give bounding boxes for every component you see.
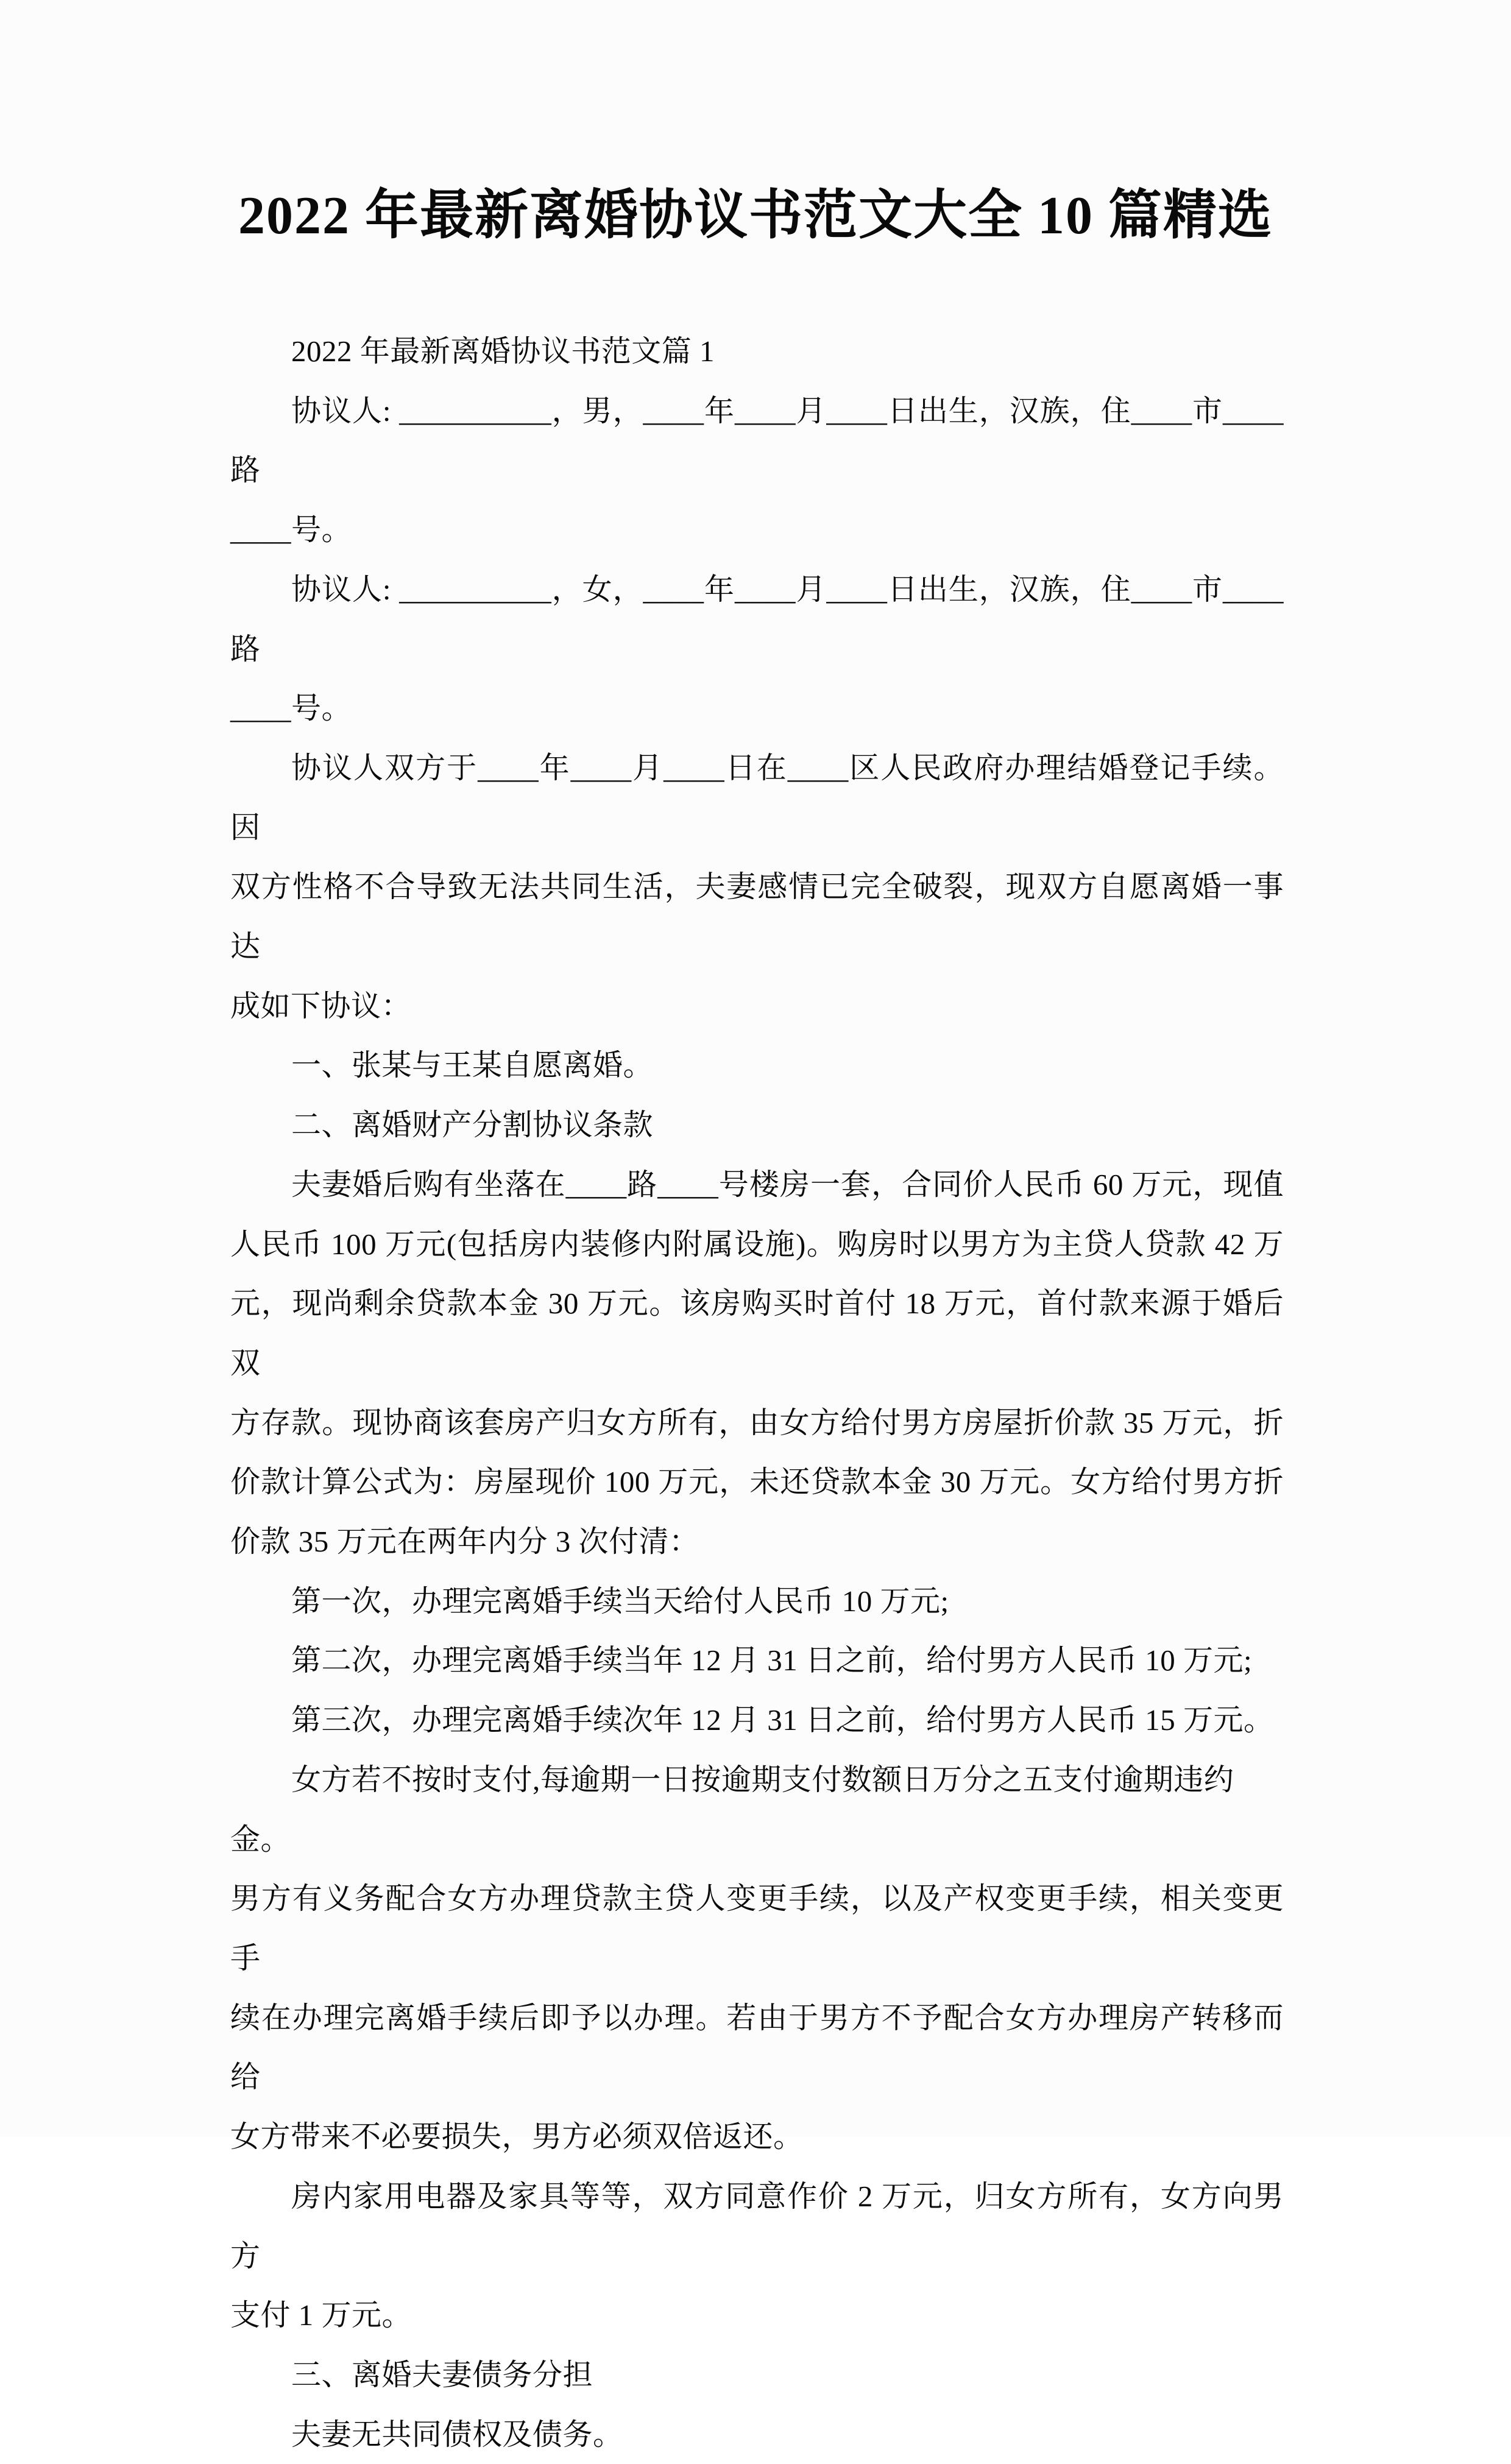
text-line: 支付 1 万元。 (230, 2298, 412, 2332)
text-line: 第三次，办理完离婚手续次年 12 月 31 日之前，给付男方人民币 15 万元。 (291, 1703, 1274, 1737)
text-line: 价款 35 万元在两年内分 3 次付清： (230, 1525, 699, 1559)
text-line: 成如下协议： (230, 989, 412, 1023)
text-line: ____号。 (230, 513, 352, 547)
text-line: 方存款。现协商该套房产归女方所有，由女方给付男方房屋折价款 35 万元，折 (230, 1405, 1284, 1439)
text-line: 续在办理完离婚手续后即予以办理。若由于男方不予配合女方办理房产转移而给 (230, 2000, 1284, 2094)
text-line: 房内家用电器及家具等等，双方同意作价 2 万元，归女方所有，女方向男方 (230, 2179, 1284, 2273)
text-line: 双方性格不合导致无法共同生活，夫妻感情已完全破裂，现双方自愿离婚一事达 (230, 870, 1284, 964)
text-line: 协议人双方于____年____月____日在____区人民政府办理结婚登记手续。因 (230, 750, 1284, 844)
text-line: 男方有义务配合女方办理贷款主贷人变更手续，以及产权变更手续，相关变更手 (230, 1882, 1284, 1975)
text-line: 二、离婚财产分割协议条款 (291, 1108, 654, 1142)
text-line: 协议人: __________，男，____年____月____日出生，汉族，住____市____路 (230, 394, 1284, 487)
text-line: 协议人: __________，女，____年____月____日出生，汉族，住____市____路 (230, 572, 1284, 666)
text-line: 三、离婚夫妻债务分担 (291, 2357, 593, 2392)
text-line: 第二次，办理完离婚手续当年 12 月 31 日之前，给付男方人民币 10 万元; (291, 1643, 1253, 1678)
text-line: 2022 年最新离婚协议书范文篇 1 (291, 334, 715, 368)
text-line: 女方若不按时支付,每逾期一日按逾期支付数额日万分之五支付逾期违约金。 (230, 1762, 1234, 1856)
text-line: 第一次，办理完离婚手续当天给付人民币 10 万元; (291, 1584, 949, 1618)
text-line: 元，现尚剩余贷款本金 30 万元。该房购买时首付 18 万元，首付款来源于婚后双 (230, 1287, 1284, 1380)
text-line: 人民币 100 万元(包括房内装修内附属设施)。购房时以男方为主贷人贷款 42 万 (230, 1227, 1284, 1261)
text-line: 价款计算公式为：房屋现价 100 万元，未还贷款本金 30 万元。女方给付男方折 (230, 1465, 1284, 1499)
document-body (230, 322, 1284, 2464)
document-title: 2022 年最新离婚协议书范文大全 10 篇精选 (238, 186, 1273, 245)
text-line: ____号。 (230, 691, 352, 725)
text-line: 夫妻婚后购有坐落在____路____号楼房一套，合同价人民币 60 万元，现值 (291, 1167, 1284, 1201)
text-line: 女方带来不必要损失，男方必须双倍返还。 (230, 2120, 804, 2154)
text-line: 一、张某与王某自愿离婚。 (291, 1048, 654, 1082)
text-line: 夫妻无共同债权及债务。 (291, 2417, 623, 2451)
